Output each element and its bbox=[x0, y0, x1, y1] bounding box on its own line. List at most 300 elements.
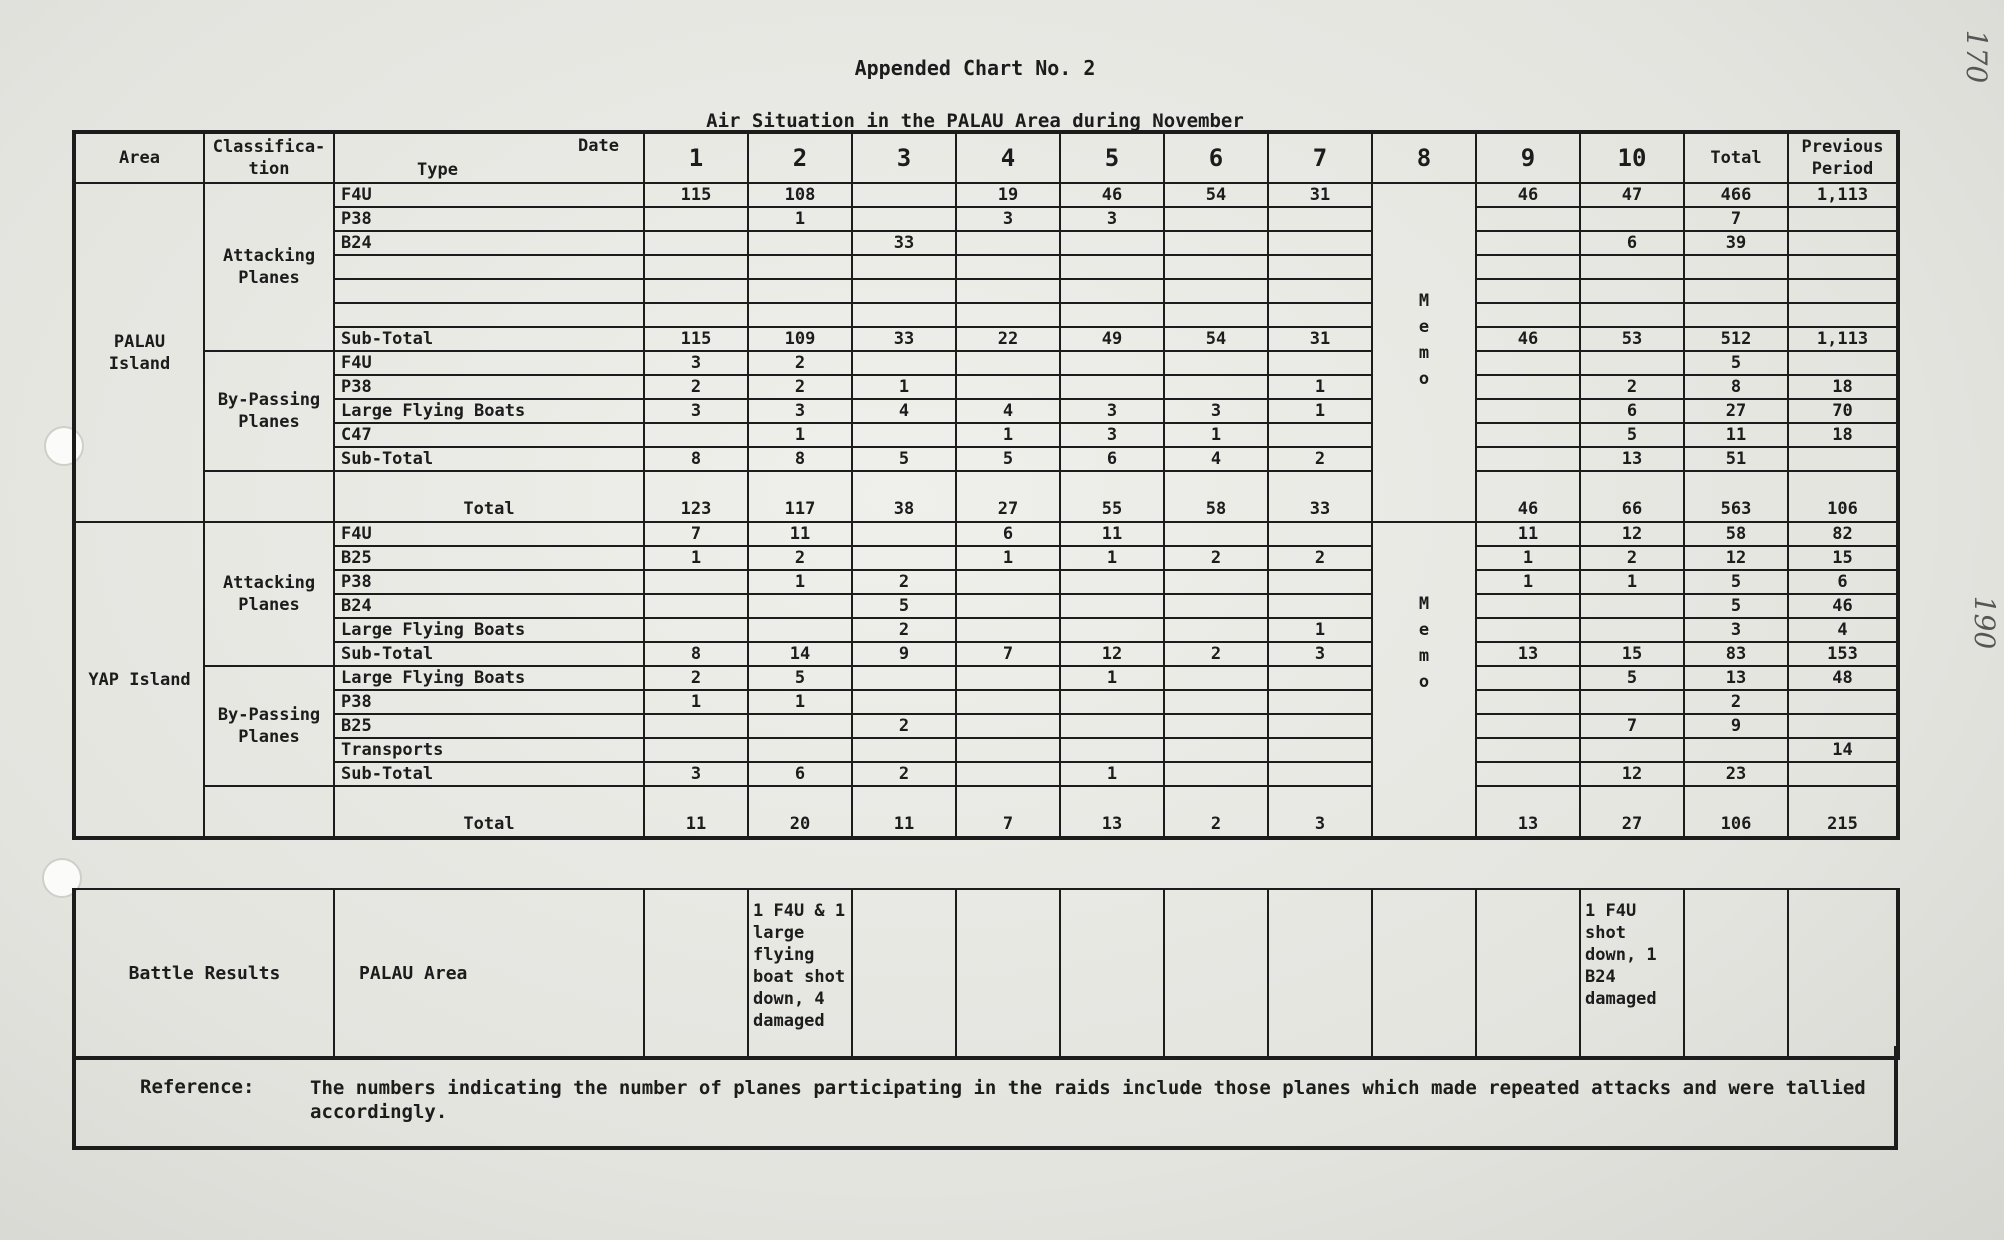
total-day-cell: 46 bbox=[1476, 471, 1580, 522]
battle-results-row bbox=[74, 889, 1898, 1058]
day-cell: 1 bbox=[852, 375, 956, 399]
previous-period-cell bbox=[1788, 351, 1898, 375]
previous-period-cell: 1,113 bbox=[1788, 183, 1898, 207]
day-cell: 8 bbox=[644, 642, 748, 666]
day-cell: 15 bbox=[1580, 642, 1684, 666]
day-cell bbox=[1164, 351, 1268, 375]
day-cell: 11 bbox=[748, 522, 852, 546]
total-cell bbox=[1684, 255, 1788, 279]
day-cell: 31 bbox=[1268, 183, 1372, 207]
memo-letter: m bbox=[1418, 646, 1430, 666]
day-cell: 1 bbox=[748, 207, 852, 231]
day-cell: 6 bbox=[1060, 447, 1164, 471]
chart-subtitle: Air Situation in the PALAU Area during November bbox=[706, 110, 1244, 132]
day-cell bbox=[852, 207, 956, 231]
day-cell bbox=[748, 279, 852, 303]
total-label-cell: Total bbox=[334, 471, 644, 522]
day-cell: 54 bbox=[1164, 327, 1268, 351]
day-cell bbox=[1164, 303, 1268, 327]
classification-cell: By-Passing Planes bbox=[204, 351, 334, 471]
day-cell: 22 bbox=[956, 327, 1060, 351]
day-cell: 1 bbox=[748, 690, 852, 714]
day-cell: 2 bbox=[748, 546, 852, 570]
day-cell bbox=[644, 618, 748, 642]
total-cell: 9 bbox=[1684, 714, 1788, 738]
day-cell bbox=[1580, 594, 1684, 618]
total-cell bbox=[1684, 303, 1788, 327]
previous-period-cell bbox=[1788, 279, 1898, 303]
type-cell: Transports bbox=[334, 738, 644, 762]
day-cell bbox=[644, 255, 748, 279]
day-cell bbox=[1580, 738, 1684, 762]
type-cell: C47 bbox=[334, 423, 644, 447]
day-cell bbox=[956, 666, 1060, 690]
total-label-cell: Total bbox=[334, 786, 644, 838]
header-classification: Classifica-tion bbox=[204, 132, 334, 183]
total-cell: 466 bbox=[1684, 183, 1788, 207]
day-cell bbox=[852, 303, 956, 327]
day-cell: 6 bbox=[1580, 231, 1684, 255]
day-cell bbox=[1060, 618, 1164, 642]
previous-period-cell: 82 bbox=[1788, 522, 1898, 546]
total-day-cell: 27 bbox=[956, 471, 1060, 522]
total-cell: 11 bbox=[1684, 423, 1788, 447]
type-cell: Sub-Total bbox=[334, 327, 644, 351]
header-day-3: 3 bbox=[852, 132, 956, 183]
total-day-cell: 66 bbox=[1580, 471, 1684, 522]
day-cell: 3 bbox=[644, 762, 748, 786]
battle-note-cell bbox=[956, 889, 1060, 1058]
total-cell: 5 bbox=[1684, 351, 1788, 375]
memo-column bbox=[1372, 522, 1476, 838]
type-cell: B24 bbox=[334, 594, 644, 618]
header-date-type bbox=[334, 132, 644, 183]
day-cell: 6 bbox=[1580, 399, 1684, 423]
day-cell bbox=[1060, 375, 1164, 399]
day-cell: 46 bbox=[1060, 183, 1164, 207]
day-cell: 31 bbox=[1268, 327, 1372, 351]
day-cell bbox=[1268, 423, 1372, 447]
day-cell: 14 bbox=[748, 642, 852, 666]
day-cell: 2 bbox=[852, 618, 956, 642]
day-cell: 2 bbox=[748, 375, 852, 399]
previous-period-cell bbox=[1788, 255, 1898, 279]
header-date: Date bbox=[578, 136, 619, 156]
memo-letter: M bbox=[1418, 291, 1430, 311]
day-cell bbox=[1164, 714, 1268, 738]
day-cell: 3 bbox=[748, 399, 852, 423]
day-cell: 1 bbox=[956, 546, 1060, 570]
total-cell: 58 bbox=[1684, 522, 1788, 546]
battle-results-label: Battle Results bbox=[74, 889, 334, 1058]
day-cell bbox=[644, 279, 748, 303]
day-cell: 1 bbox=[1060, 666, 1164, 690]
area-cell: YAP Island bbox=[74, 522, 204, 838]
table-row bbox=[74, 594, 1898, 618]
day-cell bbox=[748, 594, 852, 618]
memo-column bbox=[1372, 183, 1476, 522]
day-cell bbox=[1268, 351, 1372, 375]
day-cell bbox=[748, 255, 852, 279]
day-cell: 3 bbox=[644, 351, 748, 375]
day-cell: 13 bbox=[1580, 447, 1684, 471]
day-cell bbox=[956, 762, 1060, 786]
header-total: Total bbox=[1684, 132, 1788, 183]
classification-cell: By-Passing Planes bbox=[204, 666, 334, 786]
header-day-9: 9 bbox=[1476, 132, 1580, 183]
day-cell: 9 bbox=[852, 642, 956, 666]
total-day-cell: 7 bbox=[956, 786, 1060, 838]
day-cell bbox=[1164, 690, 1268, 714]
day-cell: 8 bbox=[748, 447, 852, 471]
chart-title: Appended Chart No. 2 bbox=[854, 56, 1096, 80]
previous-period-cell: 48 bbox=[1788, 666, 1898, 690]
day-cell bbox=[1268, 762, 1372, 786]
day-cell bbox=[1164, 570, 1268, 594]
table-row bbox=[74, 570, 1898, 594]
day-cell bbox=[1060, 279, 1164, 303]
day-cell: 5 bbox=[1580, 423, 1684, 447]
previous-period-cell: 46 bbox=[1788, 594, 1898, 618]
day-cell: 11 bbox=[1476, 522, 1580, 546]
day-cell bbox=[1476, 207, 1580, 231]
day-cell: 3 bbox=[644, 399, 748, 423]
day-cell bbox=[1268, 570, 1372, 594]
battle-note-cell bbox=[1684, 889, 1788, 1058]
total-day-cell: 13 bbox=[1476, 786, 1580, 838]
day-cell bbox=[1060, 714, 1164, 738]
battle-note-cell bbox=[644, 889, 748, 1058]
day-cell bbox=[852, 279, 956, 303]
type-cell: Large Flying Boats bbox=[334, 618, 644, 642]
day-cell bbox=[1268, 738, 1372, 762]
air-situation-table bbox=[72, 130, 1900, 840]
day-cell bbox=[644, 207, 748, 231]
day-cell: 1 bbox=[1268, 375, 1372, 399]
total-day-cell: 117 bbox=[748, 471, 852, 522]
battle-note-cell bbox=[1372, 889, 1476, 1058]
day-cell bbox=[956, 255, 1060, 279]
day-cell bbox=[748, 231, 852, 255]
table-row bbox=[74, 690, 1898, 714]
day-cell: 46 bbox=[1476, 327, 1580, 351]
table-row bbox=[74, 231, 1898, 255]
reference-box bbox=[72, 1046, 1898, 1150]
table-row bbox=[74, 255, 1898, 279]
day-cell: 33 bbox=[852, 327, 956, 351]
header-type: Type bbox=[417, 160, 458, 180]
day-cell bbox=[1476, 351, 1580, 375]
table-row bbox=[74, 327, 1898, 351]
day-cell: 7 bbox=[1580, 714, 1684, 738]
day-cell bbox=[1164, 762, 1268, 786]
previous-period-cell bbox=[1788, 207, 1898, 231]
battle-note-cell bbox=[852, 889, 956, 1058]
total-day-cell: 58 bbox=[1164, 471, 1268, 522]
table-row bbox=[74, 666, 1898, 690]
type-cell: Large Flying Boats bbox=[334, 399, 644, 423]
day-cell: 3 bbox=[1060, 207, 1164, 231]
day-cell bbox=[956, 303, 1060, 327]
day-cell bbox=[1268, 666, 1372, 690]
total-cell bbox=[1684, 738, 1788, 762]
day-cell bbox=[956, 594, 1060, 618]
day-cell bbox=[1268, 231, 1372, 255]
day-cell bbox=[1164, 522, 1268, 546]
total-cell: 83 bbox=[1684, 642, 1788, 666]
day-cell: 47 bbox=[1580, 183, 1684, 207]
memo-letter: e bbox=[1418, 620, 1430, 640]
header-day-8: 8 bbox=[1372, 132, 1476, 183]
total-cell: 2 bbox=[1684, 690, 1788, 714]
day-cell bbox=[956, 738, 1060, 762]
previous-period-cell bbox=[1788, 303, 1898, 327]
day-cell: 108 bbox=[748, 183, 852, 207]
day-cell bbox=[644, 303, 748, 327]
header-day-10: 10 bbox=[1580, 132, 1684, 183]
previous-period-cell: 4 bbox=[1788, 618, 1898, 642]
day-cell bbox=[1476, 399, 1580, 423]
total-cell: 8 bbox=[1684, 375, 1788, 399]
header-previous-period: Previous Period bbox=[1788, 132, 1898, 183]
day-cell: 2 bbox=[1164, 642, 1268, 666]
day-cell: 3 bbox=[1164, 399, 1268, 423]
day-cell bbox=[1060, 351, 1164, 375]
day-cell: 1 bbox=[1476, 570, 1580, 594]
day-cell bbox=[644, 570, 748, 594]
day-cell bbox=[956, 231, 1060, 255]
header-day-7: 7 bbox=[1268, 132, 1372, 183]
battle-results-area: PALAU Area bbox=[334, 889, 644, 1058]
day-cell: 1 bbox=[1060, 762, 1164, 786]
previous-period-cell bbox=[1788, 714, 1898, 738]
day-cell bbox=[852, 522, 956, 546]
day-cell bbox=[1580, 690, 1684, 714]
day-cell bbox=[1060, 570, 1164, 594]
table-row bbox=[74, 423, 1898, 447]
battle-note-cell bbox=[1476, 889, 1580, 1058]
day-cell bbox=[748, 714, 852, 738]
previous-period-cell: 14 bbox=[1788, 738, 1898, 762]
day-cell: 2 bbox=[1580, 375, 1684, 399]
day-cell bbox=[956, 618, 1060, 642]
day-cell: 12 bbox=[1580, 762, 1684, 786]
day-cell: 6 bbox=[748, 762, 852, 786]
day-cell bbox=[748, 303, 852, 327]
day-cell bbox=[1476, 375, 1580, 399]
day-cell: 33 bbox=[852, 231, 956, 255]
total-cell: 5 bbox=[1684, 594, 1788, 618]
previous-period-cell: 6 bbox=[1788, 570, 1898, 594]
day-cell: 3 bbox=[956, 207, 1060, 231]
day-cell bbox=[1164, 255, 1268, 279]
day-cell: 2 bbox=[1268, 546, 1372, 570]
classification-cell: Attacking Planes bbox=[204, 522, 334, 666]
type-cell bbox=[334, 255, 644, 279]
day-cell: 1 bbox=[748, 570, 852, 594]
type-cell: Sub-Total bbox=[334, 447, 644, 471]
total-classification-cell bbox=[204, 786, 334, 838]
day-cell: 1 bbox=[748, 423, 852, 447]
total-previous-cell: 106 bbox=[1788, 471, 1898, 522]
day-cell: 1 bbox=[644, 546, 748, 570]
day-cell: 19 bbox=[956, 183, 1060, 207]
type-cell: F4U bbox=[334, 351, 644, 375]
battle-note-cell: 1 F4U shot down, 1 B24 damaged bbox=[1580, 889, 1684, 1058]
day-cell bbox=[956, 714, 1060, 738]
day-cell bbox=[1268, 522, 1372, 546]
day-cell: 5 bbox=[852, 447, 956, 471]
day-cell bbox=[1476, 279, 1580, 303]
type-cell: P38 bbox=[334, 690, 644, 714]
table-row bbox=[74, 447, 1898, 471]
margin-note-middle: 190 bbox=[1968, 595, 2002, 650]
day-cell: 12 bbox=[1060, 642, 1164, 666]
day-cell bbox=[1268, 714, 1372, 738]
header-day-5: 5 bbox=[1060, 132, 1164, 183]
day-cell bbox=[748, 738, 852, 762]
day-cell: 2 bbox=[1268, 447, 1372, 471]
day-cell bbox=[1268, 690, 1372, 714]
day-cell: 7 bbox=[644, 522, 748, 546]
day-cell: 5 bbox=[956, 447, 1060, 471]
day-cell bbox=[1580, 618, 1684, 642]
type-cell: P38 bbox=[334, 207, 644, 231]
header-day-1: 1 bbox=[644, 132, 748, 183]
table-row bbox=[74, 207, 1898, 231]
day-cell bbox=[852, 255, 956, 279]
day-cell bbox=[1164, 738, 1268, 762]
day-cell bbox=[1476, 690, 1580, 714]
day-cell bbox=[644, 594, 748, 618]
type-cell: F4U bbox=[334, 522, 644, 546]
area-cell: PALAU Island bbox=[74, 183, 204, 522]
day-cell: 3 bbox=[1268, 642, 1372, 666]
day-cell: 1 bbox=[1060, 546, 1164, 570]
previous-period-cell: 1,113 bbox=[1788, 327, 1898, 351]
day-cell: 54 bbox=[1164, 183, 1268, 207]
day-cell bbox=[1060, 255, 1164, 279]
day-cell: 1 bbox=[1268, 618, 1372, 642]
day-cell: 1 bbox=[956, 423, 1060, 447]
memo-letter: o bbox=[1418, 672, 1430, 692]
total-cell bbox=[1684, 279, 1788, 303]
header-day-6: 6 bbox=[1164, 132, 1268, 183]
day-cell bbox=[1164, 666, 1268, 690]
previous-period-cell: 18 bbox=[1788, 423, 1898, 447]
day-cell bbox=[1476, 594, 1580, 618]
day-cell: 2 bbox=[852, 714, 956, 738]
day-cell: 2 bbox=[1580, 546, 1684, 570]
day-cell bbox=[1476, 618, 1580, 642]
memo-letter: M bbox=[1418, 594, 1430, 614]
total-cell: 27 bbox=[1684, 399, 1788, 423]
margin-note-top: 170 bbox=[1960, 29, 1994, 84]
day-cell: 1 bbox=[644, 690, 748, 714]
previous-period-cell: 70 bbox=[1788, 399, 1898, 423]
day-cell: 115 bbox=[644, 183, 748, 207]
day-cell bbox=[644, 423, 748, 447]
day-cell bbox=[1060, 231, 1164, 255]
total-day-cell: 27 bbox=[1580, 786, 1684, 838]
day-cell bbox=[1476, 231, 1580, 255]
type-cell: P38 bbox=[334, 375, 644, 399]
classification-cell: Attacking Planes bbox=[204, 183, 334, 351]
table-row bbox=[74, 714, 1898, 738]
table-row bbox=[74, 375, 1898, 399]
header-area: Area bbox=[74, 132, 204, 183]
total-cell: 512 bbox=[1684, 327, 1788, 351]
table-row bbox=[74, 618, 1898, 642]
day-cell: 5 bbox=[852, 594, 956, 618]
table-row bbox=[74, 351, 1898, 375]
previous-period-cell bbox=[1788, 447, 1898, 471]
day-cell: 4 bbox=[956, 399, 1060, 423]
total-day-cell: 20 bbox=[748, 786, 852, 838]
day-cell: 7 bbox=[956, 642, 1060, 666]
memo-letter: o bbox=[1418, 369, 1430, 389]
day-cell bbox=[748, 618, 852, 642]
day-cell bbox=[1476, 255, 1580, 279]
day-cell bbox=[852, 423, 956, 447]
table-row bbox=[74, 183, 1898, 207]
day-cell bbox=[1268, 207, 1372, 231]
day-cell bbox=[852, 351, 956, 375]
memo-letter: m bbox=[1418, 343, 1430, 363]
day-cell: 5 bbox=[1580, 666, 1684, 690]
day-cell bbox=[1060, 594, 1164, 618]
day-cell: 8 bbox=[644, 447, 748, 471]
day-cell: 109 bbox=[748, 327, 852, 351]
previous-period-cell: 153 bbox=[1788, 642, 1898, 666]
total-day-cell: 11 bbox=[852, 786, 956, 838]
type-cell bbox=[334, 303, 644, 327]
day-cell bbox=[644, 714, 748, 738]
day-cell bbox=[852, 738, 956, 762]
total-cell: 3 bbox=[1684, 618, 1788, 642]
header-day-2: 2 bbox=[748, 132, 852, 183]
total-cell: 13 bbox=[1684, 666, 1788, 690]
total-day-cell: 2 bbox=[1164, 786, 1268, 838]
day-cell bbox=[1164, 207, 1268, 231]
day-cell: 2 bbox=[1164, 546, 1268, 570]
day-cell bbox=[1060, 303, 1164, 327]
day-cell: 13 bbox=[1476, 642, 1580, 666]
day-cell: 6 bbox=[956, 522, 1060, 546]
day-cell bbox=[1164, 279, 1268, 303]
day-cell bbox=[956, 375, 1060, 399]
day-cell: 49 bbox=[1060, 327, 1164, 351]
day-cell bbox=[1476, 762, 1580, 786]
type-cell: B25 bbox=[334, 714, 644, 738]
day-cell: 12 bbox=[1580, 522, 1684, 546]
section-total-row bbox=[74, 471, 1898, 522]
table-row bbox=[74, 399, 1898, 423]
total-day-cell: 33 bbox=[1268, 471, 1372, 522]
battle-note-cell: 1 F4U & 1 large flying boat shot down, 4 damaged bbox=[748, 889, 852, 1058]
day-cell: 1 bbox=[1164, 423, 1268, 447]
day-cell bbox=[1476, 303, 1580, 327]
day-cell bbox=[1060, 738, 1164, 762]
day-cell bbox=[1476, 423, 1580, 447]
total-classification-cell bbox=[204, 471, 334, 522]
day-cell bbox=[644, 231, 748, 255]
grand-total-cell: 563 bbox=[1684, 471, 1788, 522]
total-day-cell: 55 bbox=[1060, 471, 1164, 522]
day-cell bbox=[852, 666, 956, 690]
grand-total-cell: 106 bbox=[1684, 786, 1788, 838]
table-row bbox=[74, 303, 1898, 327]
